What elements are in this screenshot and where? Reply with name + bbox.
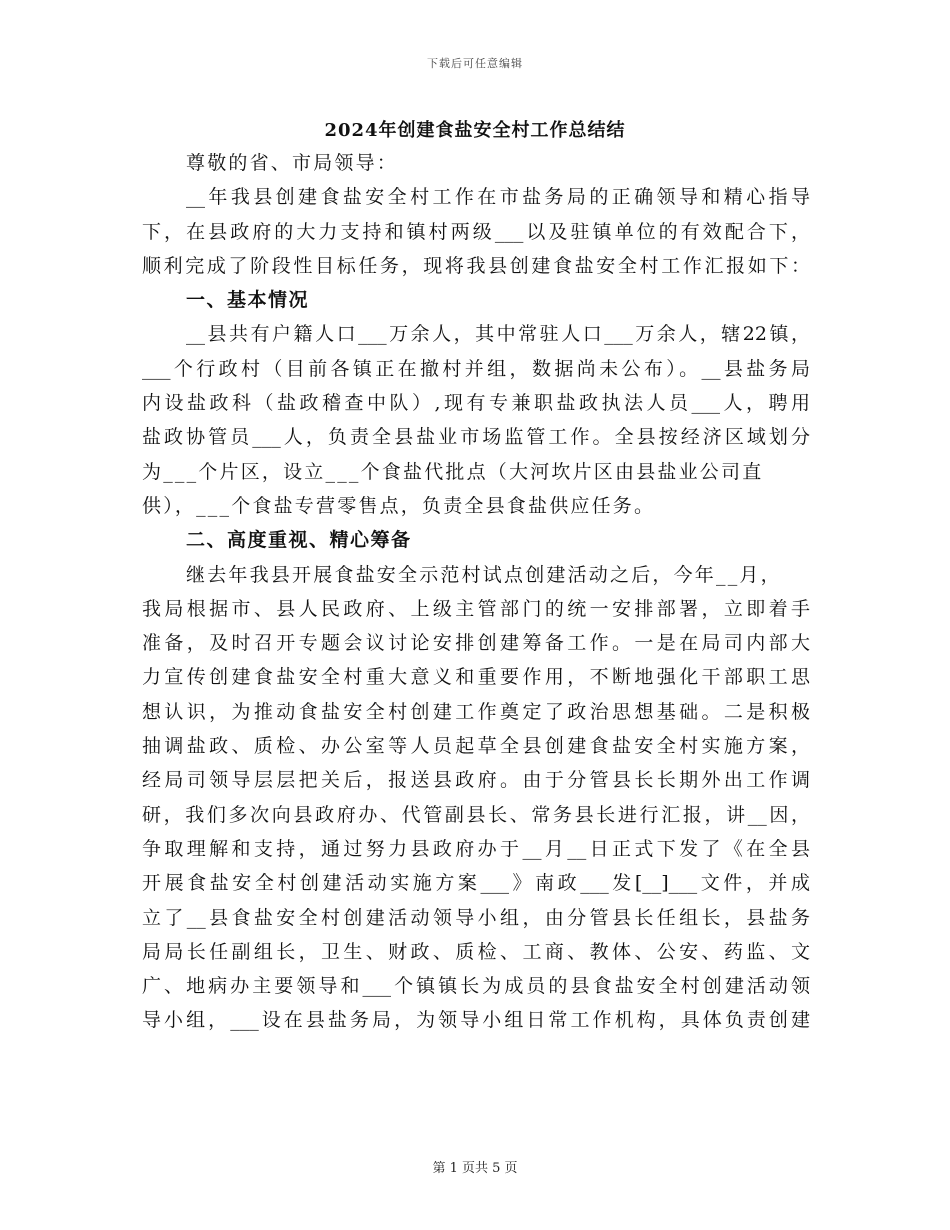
document-title: 2024年创建食盐安全村工作总结结 [324,120,626,141]
body-text-line: 想认识，为推动食盐安全村创建工作奠定了政治思想基础。二是积极 [142,700,810,723]
body-text-line: 争取理解和支持，通过努力县政府办于__月__日正式下发了《在全县 [142,837,810,860]
body-text-line: 导小组，___设在县盐务局，为领导小组日常工作机构，具体负责创建 [142,1009,810,1032]
body-text-line: 抽调盐政、质检、办公室等人员起草全县创建食盐安全村实施方案， [142,735,810,758]
body-text-line: 广、地病办主要领导和___个镇镇长为成员的县食盐安全村创建活动领 [142,975,810,998]
page-footer-number: 第 1 页共 5 页 [432,1161,518,1176]
body-text-line: 准备，及时召开专题会议讨论安排创建筹备工作。一是在局司内部大 [142,632,810,655]
body-text-line: __县共有户籍人口___万余人，其中常驻人口___万余人，辖22镇， [186,323,810,346]
body-text-line: 力宣传创建食盐安全村重大意义和重要作用，不断地强化干部职工思 [142,666,810,689]
body-text-line: 下，在县政府的大力支持和镇村两级___以及驻镇单位的有效配合下， [142,220,810,243]
body-text-line: 立了__县食盐安全村创建活动领导小组，由分管县长任组长，县盐务 [142,906,810,929]
section-heading: 二、高度重视、精心筹备 [186,529,412,552]
page-header-note: 下载后可任意编辑 [427,57,523,70]
body-text-line: 研，我们多次向县政府办、代管副县长、常务县长进行汇报，讲__因， [142,803,810,826]
document-body [142,146,810,1038]
body-text-line: 盐政协管员___人，负责全县盐业市场监管工作。全县按经济区域划分 [142,426,810,449]
body-text-line: 供），___个食盐专营零售点，负责全县食盐供应任务。 [142,494,656,517]
body-text-line: 经局司领导层层把关后，报送县政府。由于分管县长长期外出工作调 [142,769,810,792]
body-text-line: 内设盐政科（盐政稽查中队）,现有专兼职盐政执法人员___人，聘用 [142,392,810,415]
body-text-line: 继去年我县开展食盐安全示范村试点创建活动之后，今年__月， [186,563,782,586]
body-text-line: 为___个片区，设立___个食盐代批点（大河坎片区由县盐业公司直 [142,460,764,483]
body-text-line: 我局根据市、县人民政府、上级主管部门的统一安排部署，立即着手 [142,597,810,620]
section-heading: 一、基本情况 [186,289,310,312]
body-text-line: 开展食盐安全村创建活动实施方案___》南政___发[__]___文件，并成 [142,872,810,895]
body-text-line: __年我县创建食盐安全村工作在市盐务局的正确领导和精心指导 [186,186,810,209]
body-text-line: ___个行政村（目前各镇正在撤村并组，数据尚未公布）。__县盐务局 [142,357,810,380]
body-text-line: 尊敬的省、市局领导： [186,152,399,174]
body-text-line: 顺利完成了阶段性目标任务，现将我县创建食盐安全村工作汇报如下： [142,254,810,277]
body-text-line: 局局长任副组长，卫生、财政、质检、工商、教体、公安、药监、文 [142,940,810,963]
